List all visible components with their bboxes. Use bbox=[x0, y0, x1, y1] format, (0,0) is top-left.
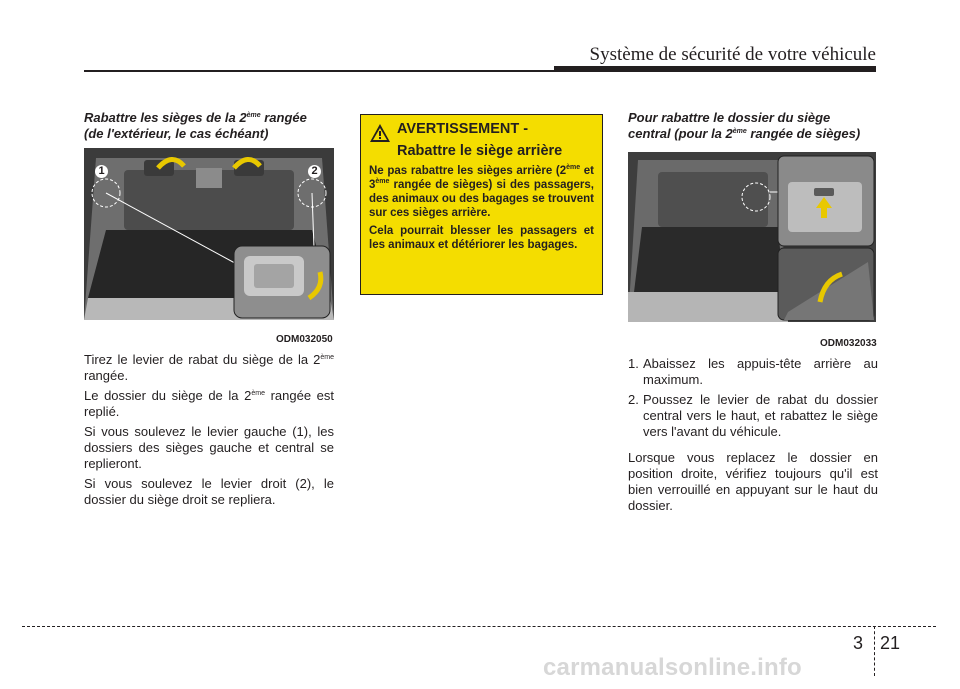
right-section-heading: Pour rabattre le dossier du siège central (pour la 2ème rangée de sièges) bbox=[628, 110, 861, 141]
header-rule bbox=[84, 70, 554, 72]
left-para-4: Si vous soulevez le levier droit (2), le dossier du siège droit se repliera. bbox=[84, 476, 334, 507]
callout-number-1: 1 bbox=[95, 165, 108, 178]
chapter-number: 3 bbox=[853, 633, 864, 653]
right-body-text bbox=[628, 356, 878, 518]
left-para-2: Le dossier du siège de la 2ème rangée est replié. bbox=[84, 388, 334, 419]
warning-triangle-icon bbox=[369, 123, 391, 143]
callout-number-2: 2 bbox=[308, 165, 321, 178]
watermark-text: carmanualsonline.info bbox=[543, 654, 802, 681]
left-para-3: Si vous soulevez le levier gauche (1), les dossiers des sièges gauche et central se replieront. bbox=[84, 424, 334, 471]
left-para-1: Tirez le levier de rabat du siège de la 2ème rangée. bbox=[84, 352, 334, 383]
warning-header bbox=[369, 121, 594, 143]
footer-rule bbox=[22, 626, 936, 627]
right-note: Lorsque vous replacez le dossier en position droite, vérifiez toujours qu'il est bien verrouillé en appuyant sur le haut du dossier. bbox=[628, 450, 878, 513]
warning-para-1: Ne pas rabattre les sièges arrière (2ème et 3ème rangée de sièges) si des passagers, des animaux ou des bagages se trouvent sur ces sièges arrière. bbox=[369, 164, 594, 219]
center-seat-illustration bbox=[628, 152, 876, 322]
running-header-title: Système de sécurité de votre véhicule bbox=[589, 44, 876, 65]
instruction-steps bbox=[628, 356, 878, 440]
left-body-text bbox=[84, 352, 334, 512]
page-number: 21 bbox=[880, 633, 901, 653]
image-code-right: ODM032033 bbox=[820, 338, 877, 349]
warning-body bbox=[369, 164, 594, 252]
footer-divider bbox=[874, 626, 875, 676]
step-item: 1. Abaissez les appuis-tête arrière au maximum. bbox=[628, 356, 878, 387]
left-section-heading: Rabattre les sièges de la 2ème rangée (de l'extérieur, le cas échéant) bbox=[84, 110, 307, 141]
cargo-seat-photo-left bbox=[84, 148, 334, 320]
step-item: 2. Poussez le levier de rabat du dossier central vers le haut, et rabattez le siège vers l'avant du véhicule. bbox=[628, 392, 878, 439]
warning-para-2: Cela pourrait blesser les passagers et les animaux et détériorer les bagages. bbox=[369, 225, 594, 251]
cargo-area-illustration bbox=[84, 148, 334, 320]
warning-box bbox=[360, 114, 603, 295]
header-bar bbox=[554, 66, 876, 72]
warning-title: AVERTISSEMENT - bbox=[397, 121, 529, 137]
cargo-seat-photo-right bbox=[628, 152, 876, 322]
warning-subtitle: Rabattre le siège arrière bbox=[397, 143, 563, 159]
image-code-left: ODM032050 bbox=[276, 334, 333, 345]
